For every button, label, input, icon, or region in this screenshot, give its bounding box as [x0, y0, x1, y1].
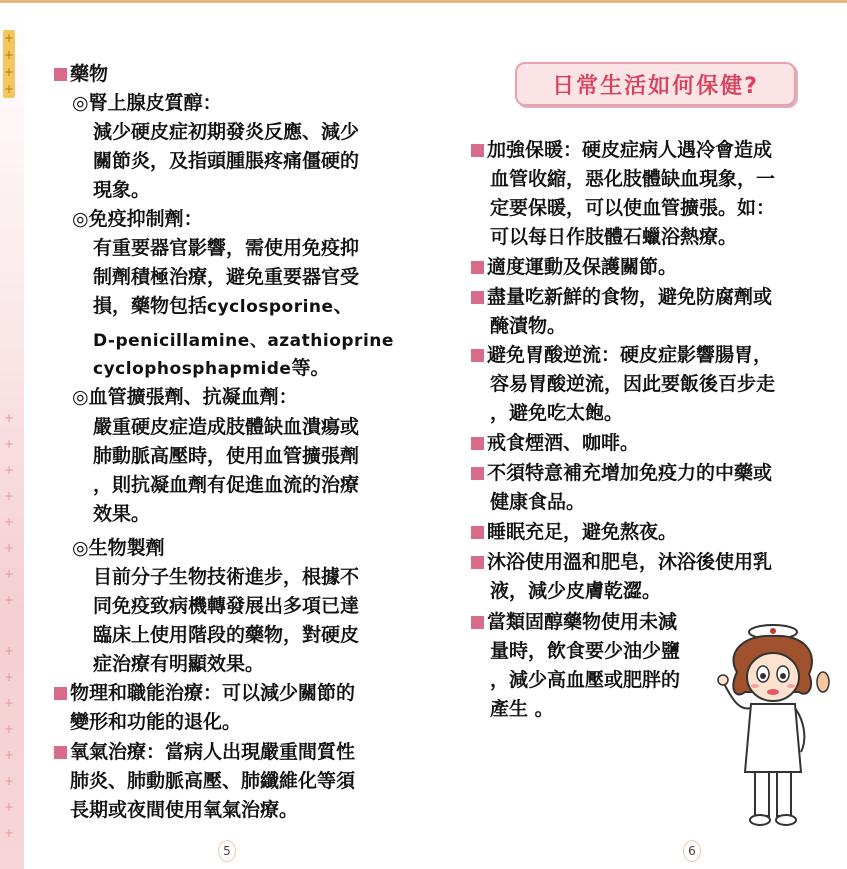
section-title-box: [515, 62, 796, 106]
acid-reflux-item: 避免胃酸逆流：硬皮症影響腸胃，: [471, 341, 772, 370]
square-bullet-icon: [471, 526, 484, 539]
steroid-line: 關節炎，及指頭腫脹疼痛僵硬的: [93, 150, 360, 172]
bio-line: 目前分子生物技術進步，根據不: [93, 566, 360, 588]
square-bullet-icon: [471, 556, 484, 569]
page-number-left: 5: [218, 840, 236, 862]
immuno-line: 損，藥物包括cyclosporine、: [93, 295, 353, 317]
immuno-line: 制劑積極治療，避免重要器官受: [93, 266, 360, 288]
section-title: 日常生活如何保健?: [552, 74, 759, 99]
physical-therapy-item: 物理和職能治療：可以減少關節的: [54, 679, 355, 708]
bio-heading: ◎生物製劑: [72, 537, 165, 559]
physical-therapy-line: 變形和功能的退化。: [70, 711, 242, 733]
square-bullet-icon: [54, 746, 67, 759]
left-decorative-band: [0, 3, 24, 869]
bio-line: 臨床上使用階段的藥物，對硬皮: [93, 624, 360, 646]
steroid-diet-item: 當類固醇藥物使用未減: [471, 608, 677, 637]
keep-warm-line: 可以每日作肢體石蠟浴熱療。: [490, 226, 738, 248]
exercise-item: 適度運動及保護關節。: [471, 253, 677, 282]
square-bullet-icon: [54, 68, 67, 81]
vaso-line: ，則抗凝血劑有促進血流的治療: [93, 474, 360, 496]
vaso-line: 效果。: [93, 503, 151, 525]
keep-warm-item: 加強保暖：硬皮症病人遇冷會造成: [471, 136, 772, 165]
square-bullet-icon: [471, 437, 484, 450]
oxygen-therapy-item: 氧氣治療：當病人出現嚴重間質性: [54, 738, 355, 767]
bathing-item: 沐浴使用溫和肥皂，沐浴後使用乳: [471, 548, 772, 577]
square-bullet-icon: [471, 349, 484, 362]
oxygen-therapy-line: 肺炎、肺動脈高壓、肺纖維化等須: [70, 770, 356, 792]
medication-heading: 藥物: [54, 60, 108, 89]
steroid-diet-line: 產生 。: [490, 698, 554, 720]
steroid-diet-line: 量時，飲食要少油少鹽: [490, 640, 681, 662]
bio-line: 症治療有明顯效果。: [93, 653, 265, 675]
no-smoking-item: 戒食煙酒、咖啡。: [471, 429, 639, 458]
steroid-diet-line: ，減少高血壓或肥胖的: [490, 669, 681, 691]
vaso-line: 肺動脈高壓時，使用血管擴張劑: [93, 445, 360, 467]
bio-line: 同免疫致病機轉發展出多項已達: [93, 595, 360, 617]
acid-reflux-line: 容易胃酸逆流，因此要飯後百步走: [490, 373, 776, 395]
no-supplements-line: 健康食品。: [490, 491, 586, 513]
vaso-heading: ◎血管擴張劑、抗凝血劑：: [72, 386, 298, 408]
steroid-line: 減少硬皮症初期發炎反應、減少: [93, 121, 360, 143]
vaso-line: 嚴重硬皮症造成肢體缺血潰瘍或: [93, 416, 360, 438]
immuno-heading: ◎免疫抑制劑：: [72, 208, 203, 230]
keep-warm-line: 定要保暖，可以使血管擴張。如：: [490, 197, 776, 219]
square-bullet-icon: [54, 687, 67, 700]
immuno-line: D-penicillamine、azathioprine: [93, 331, 394, 351]
fresh-food-item: 盡量吃新鮮的食物，避免防腐劑或: [471, 283, 772, 312]
acid-reflux-line: ，避免吃太飽。: [490, 402, 624, 424]
square-bullet-icon: [471, 291, 484, 304]
fresh-food-line: 醃漬物。: [490, 315, 567, 337]
square-bullet-icon: [471, 261, 484, 274]
no-supplements-item: 不須特意補充增加免疫力的中藥或: [471, 459, 772, 488]
top-rule: [0, 0, 847, 3]
square-bullet-icon: [471, 144, 484, 157]
immuno-line: cyclophosphapmide等。: [93, 357, 330, 379]
steroid-line: 現象。: [93, 179, 151, 201]
square-bullet-icon: [471, 616, 484, 629]
sleep-item: 睡眠充足，避免熬夜。: [471, 518, 677, 547]
keep-warm-line: 血管收縮，惡化肢體缺血現象，一: [490, 168, 776, 190]
page-number-right: 6: [683, 840, 701, 862]
oxygen-therapy-line: 長期或夜間使用氧氣治療。: [70, 799, 299, 821]
bathing-line: 液，減少皮膚乾澀。: [490, 580, 662, 602]
square-bullet-icon: [471, 467, 484, 480]
gold-tab: + + + +: [3, 31, 15, 96]
nurse-illustration: [715, 622, 835, 832]
immuno-line: 有重要器官影響，需使用免疫抑: [93, 237, 360, 259]
steroid-heading: ◎腎上腺皮質醇：: [72, 92, 222, 114]
